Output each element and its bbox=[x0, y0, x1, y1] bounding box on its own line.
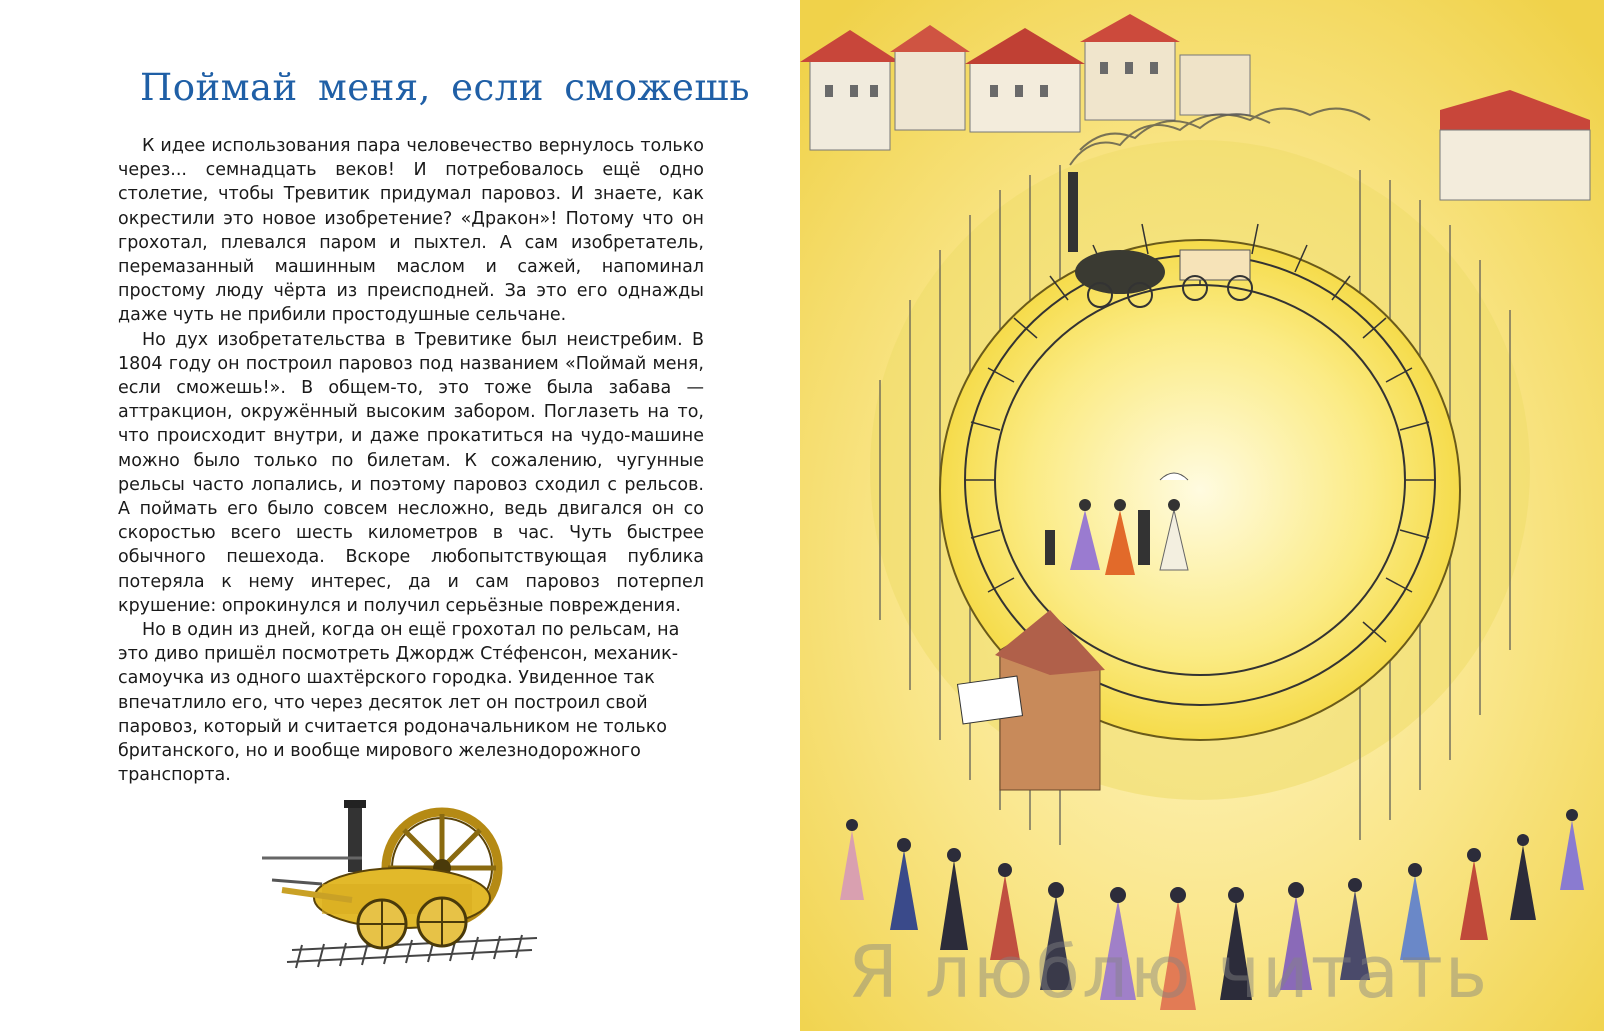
chimney bbox=[348, 800, 362, 872]
locomotive-illustration bbox=[262, 800, 552, 990]
circus-track-illustration bbox=[800, 0, 1604, 1031]
watermark: Я люблю читать bbox=[848, 930, 1490, 1014]
page-title: Поймай меня, если сможешь bbox=[140, 66, 750, 109]
rails bbox=[287, 935, 537, 968]
paragraph-1: К идее использования пара человечество вернулось только через... семнадцать веков! И потребовалось ещё одно столетие, чтобы Тревитик придумал паровоз. И знаете, как окрестили это новое изобретение? «Дракон»! Потому что он грохотал, плевался паром и пыхтел. А сам изобретатель, перемазанный машинным маслом и сажей, напоминал простому люду чёрта из преисподней. За это его однажды даже чуть не прибили простодушные сельчане. bbox=[118, 136, 704, 326]
right-page-illustration bbox=[800, 0, 1604, 1031]
paragraph-3: Но в один из дней, когда он ещё грохотал по рельсам, на это диво пришёл посмотреть Джордж Сте́фенсон, механик-самоучка из одного шахтёрского городка. Увиденное так впечатлило его, что через десяток лет он построил свой паровоз, который и считается родоначальником не только британского, но и вообще мирового железнодорожного транспорта. bbox=[118, 620, 680, 786]
article-body bbox=[118, 134, 704, 787]
paragraph-2: Но дух изобретательства в Тревитике был неистребим. В 1804 году он построил паровоз под названием «Поймай меня, если сможешь!». В общем-то, это тоже была забава — аттракцион, окружённый высоким забором. Поглазеть на то, что происходит внутри, и даже прокатиться на чудо-машине можно было только по билетам. К сожалению, чугунные рельсы часто лопались, и поэтому паровоз сходил с рельсов. А поймать его было совсем несложно, ведь двигался он со скоростью всего шесть километров в час. Чуть быстрее обычного пешехода. Вскоре любопытствующая публика потеряла к нему интерес, да и сам паровоз потерпел крушение: опрокинулся и получил серьёзные повреждения. bbox=[118, 329, 704, 616]
left-page bbox=[0, 0, 800, 1031]
